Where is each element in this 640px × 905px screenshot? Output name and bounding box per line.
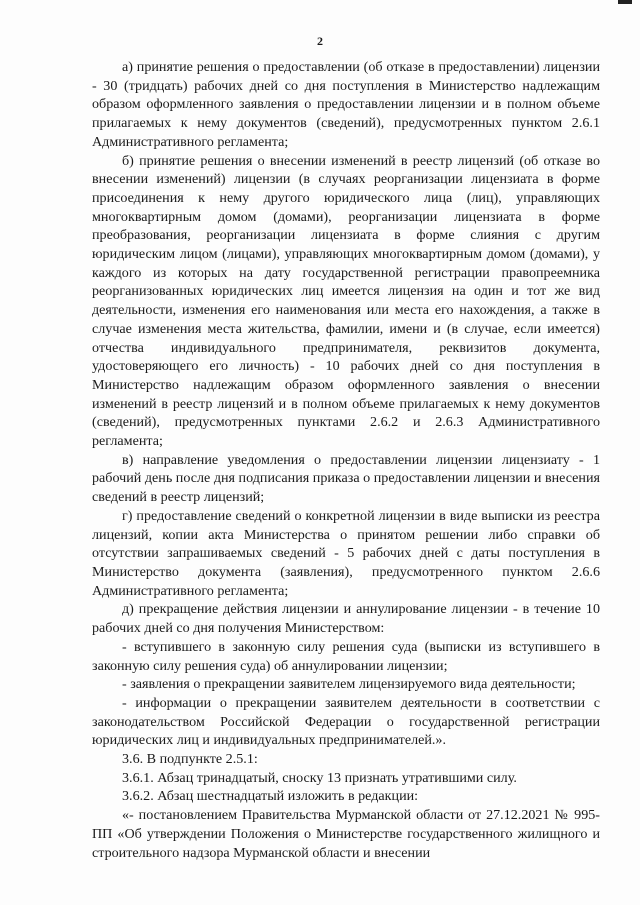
paragraph-bullet-court-decision: - вступившего в законную силу решения суда (выписки из вступившего в законную силу решения суда) об аннулировании лицензии; [92, 638, 600, 674]
scan-corner-mark [618, 0, 632, 4]
paragraph-item-v: в) направление уведомления о предоставлении лицензии лицензиату - 1 рабочий день после дня подписания приказа о предоставлении лицензии и внесения сведений в реестр лицензий; [92, 451, 600, 506]
paragraph-item-a: а) принятие решения о предоставлении (об отказе в предоставлении) лицензии - 30 (тридцать) рабочих дней со дня поступления в Министерство надлежащим образом оформленного заявления о предоставлении лицензии и в полном объеме прилагаемых к нему документов (сведений), предусмотренных пунктом 2.6.1 Административного регламента; [92, 59, 600, 150]
paragraph-section-3-6-2: 3.6.2. Абзац шестнадцатый изложить в редакции: [122, 788, 419, 805]
paragraph-item-d: д) прекращение действия лицензии и аннулирование лицензии - в течение 10 рабочих дней со дня получения Министерством: [92, 601, 600, 637]
paragraph-item-g: г) предоставление сведений о конкретной лицензии в виде выписки из реестра лицензий, копии акта Министерства о принятом решении либо справки об отсутствии запрашиваемых сведений - 5 рабочих дней с даты поступления в Министерство документа (заявления), предусмотренного пунктом 2.6.6 Административного регламента; [92, 507, 600, 599]
paragraph-bullet-information: - информации о прекращении заявителем деятельности в соответствии с законодательством Российской Федерации о государственной регистрации юридических лиц и индивидуальных предпринимателей.». [92, 694, 600, 749]
paragraph-section-3-6-1: 3.6.1. Абзац тринадцатый, сноску 13 признать утратившими силу. [122, 769, 517, 786]
paragraph-bullet-application: - заявления о прекращении заявителем лицензируемого вида деятельности; [122, 676, 576, 693]
paragraph-item-b: б) принятие решения о внесении изменений в реестр лицензий (об отказе во внесении изменений) лицензии (в случаях реорганизации лицензиата в форме присоединения к нему другого юридического лица (лиц), управляющих многоквартирным домом (домами), реорганизации лицензиата в форме преобразования, реорганизации лицензиата в форме слияния с другим юридическим лицом (лицами), управляющих многоквартирным домом (домами), у каждого из которых на дату государственной регистрации правопреемника реорганизованных юридических лиц имеется лицензия на один и тот же вид деятельности, изменения его наименования или места его нахождения, а также в случае изменения места жительства, фамилии, имени и (в случае, если имеется) отчества индивидуального предпринимателя, реквизитов документа, удостоверяющего его личность) - 10 рабочих дней со дня поступления в Министерство надлежащим образом оформленного заявления о внесении изменений в реестр лицензий и в полном объеме прилагаемых к нему документов (сведений), предусмотренных пунктами 2.6.2 и 2.6.3 Административного регламента; [92, 152, 600, 450]
paragraph-resolution-quote: «- постановлением Правительства Мурманской области от 27.12.2021 № 995-ПП «Об утверждении Положения о Министерстве государственного жилищного и строительного надзора Мурманской области и внесении [92, 807, 600, 861]
page-number: 2 [317, 34, 323, 48]
paragraph-section-3-6: 3.6. В подпункте 2.5.1: [122, 751, 258, 768]
document-body [92, 58, 600, 862]
